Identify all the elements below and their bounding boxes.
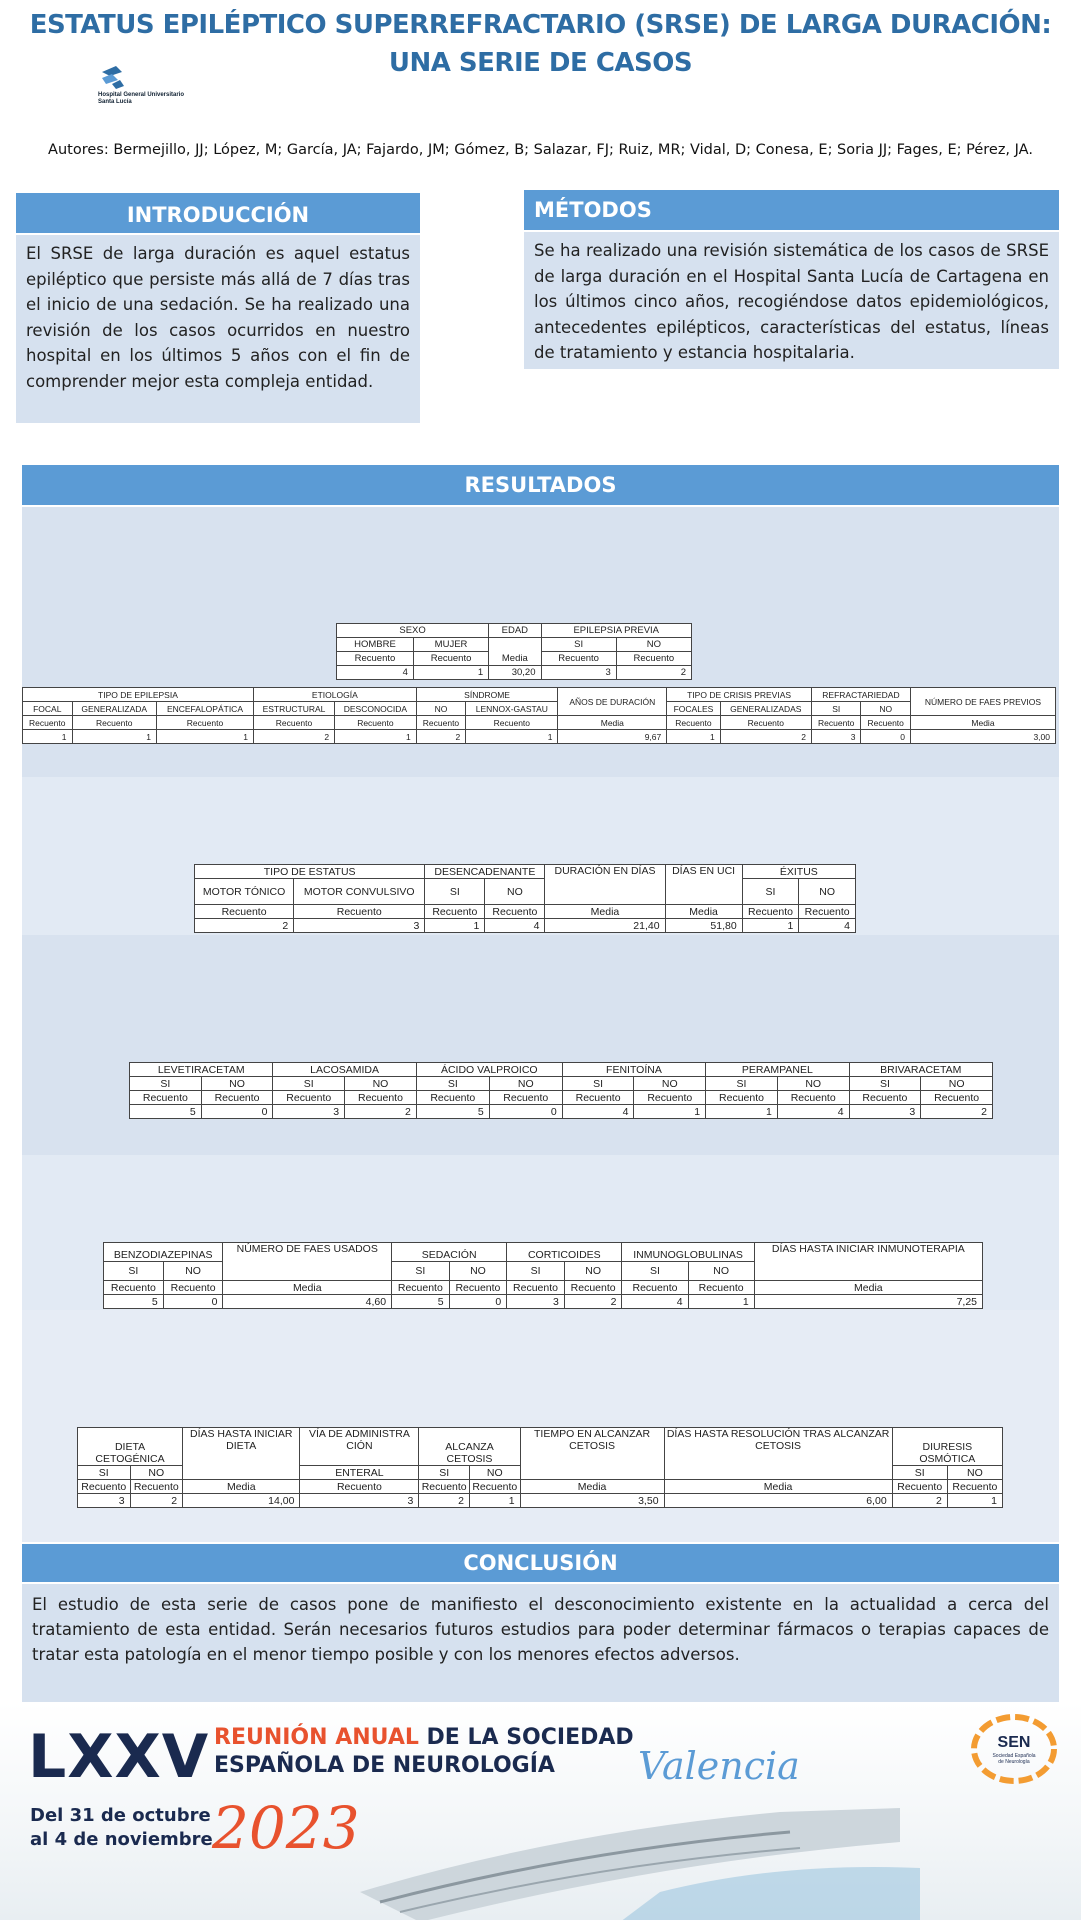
th-no: NO [345,1077,417,1091]
th-dias-resolucion: DÍAS HASTA RESOLUCIÓN TRAS ALCANZAR CETOSIS [664,1428,892,1480]
th-num-faes-usados: NÚMERO DE FAES USADOS [223,1243,392,1281]
logo-line-1: Hospital General Universitario [98,92,185,98]
th-recuento: Recuento [634,1091,706,1105]
th-media: Media [183,1480,300,1494]
th-tipo-crisis: TIPO DE CRISIS PREVIAS [667,688,812,702]
th-anos-duracion: AÑOS DE DURACIÓN [558,688,667,716]
introduccion-text: El SRSE de larga duración es aquel estatus epiléptico que persiste más allá de 7 días tras el inicio de una sedación. Se ha realizado una revisión de los casos ocurridos en nuestro hospital en los últimos 5 años con el fin de comprender mejor esta compleja entidad. [16,235,420,423]
cell-value: 1 [335,730,417,744]
metodos-text: Se ha realizado una revisión sistemática de los casos de SRSE de larga duración en el Hospital Santa Lucía de Cartagena en los últimos cinco años, recogiéndose datos epidemiológicos, antecedentes epilépticos, características del estatus, líneas de tratamiento y estancia hospitalaria. [524,232,1059,369]
th-recuento: Recuento [667,716,720,730]
logo-line-2: Santa Lucía [98,99,132,105]
introduccion-heading: INTRODUCCIÓN [16,193,420,233]
th-recuento: Recuento [425,905,485,919]
th-recuento: Recuento [253,716,334,730]
th-recuento: Recuento [157,716,254,730]
cell-value: 2 [130,1494,183,1508]
cell-value: 5 [416,1105,489,1119]
cell-value: 2 [921,1105,993,1119]
th-no: NO [130,1466,183,1480]
th-sexo: SEXO [337,624,489,638]
th-recuento: Recuento [466,716,558,730]
hospital-logo-text [98,92,184,106]
hospital-logo [98,64,208,106]
title-line-1: ESTATUS EPILÉPTICO SUPERREFRACTARIO (SRSE) DE LARGA DURACIÓN: [29,10,1052,40]
th-no: NO [564,1262,622,1281]
cell-value: 3,50 [520,1494,664,1508]
th-tipo-epilepsia: TIPO DE EPILEPSIA [23,688,254,702]
th-recuento: Recuento [849,1091,921,1105]
cell-value: 2 [419,1494,470,1508]
th-si: SI [78,1466,131,1480]
cell-value: 14,00 [183,1494,300,1508]
th-alcanza-cetosis: ALCANZA CETOSIS [419,1428,520,1466]
th-motor-convulsivo: MOTOR CONVULSIVO [294,879,425,905]
th-drug: FENITOÍNA [562,1063,705,1077]
th-no: NO [449,1262,507,1281]
table-demographics [336,623,692,680]
th-media: Media [223,1281,392,1295]
th-recuento: Recuento [294,905,425,919]
th-si: SI [104,1262,164,1281]
th-si: SI [507,1262,565,1281]
cell-value: 6,00 [664,1494,892,1508]
cell-value: 3 [300,1494,419,1508]
th-no: NO [616,638,691,652]
cell-value: 0 [489,1105,562,1119]
th-si: SI [849,1077,921,1091]
th-recuento: Recuento [335,716,417,730]
th-desencadenante: DESENCADENANTE [425,865,545,879]
th-si: SI [416,1077,489,1091]
th-no: NO [489,1077,562,1091]
th-recuento: Recuento [742,905,799,919]
th-focal: FOCAL [23,702,73,716]
th-recuento: Recuento [921,1091,993,1105]
th-mujer: MUJER [413,638,488,652]
date-line-2: al 4 de noviembre [30,1829,213,1850]
th-drug: ÁCIDO VALPROICO [416,1063,562,1077]
th-recuento: Recuento [413,652,488,666]
th-focales: FOCALES [667,702,720,716]
th-si: SI [622,1262,688,1281]
cell-value: 2 [416,730,466,744]
sen-logo-text: SEN [997,1734,1031,1751]
th-recuento: Recuento [130,1480,183,1494]
table-epilepsy [22,687,1056,744]
conclusion-text: El estudio de esta serie de casos pone de manifiesto el desconocimiento existente en la actualidad a cerca del tratamiento de esta entidad. Serán necesarios futuros estudios para poder determinar fármacos o terapias capaces de tratar esta patología en el menor tiempo posible y con los menores efectos adversos. [22,1584,1059,1702]
th-recuento: Recuento [201,1091,273,1105]
th-tiempo-alcanzar: TIEMPO EN ALCANZAR CETOSIS [520,1428,664,1480]
building-illustration [360,1772,920,1920]
cell-value: 2 [616,666,691,680]
cell-value: 5 [104,1295,164,1309]
th-media: Media [665,905,742,919]
cell-value: 30,20 [489,666,541,680]
congress-dates [30,1804,213,1852]
th-recuento: Recuento [507,1281,565,1295]
th-no: NO [777,1077,849,1091]
th-no: NO [201,1077,273,1091]
cell-value: 2 [564,1295,622,1309]
th-via-admin: VÍA DE ADMINISTRA CIÓN [300,1428,419,1466]
th-recuento: Recuento [688,1281,754,1295]
th-no: NO [469,1466,520,1480]
cell-value: 1 [72,730,157,744]
th-recuento: Recuento [562,1091,634,1105]
cell-value: 0 [201,1105,273,1119]
th-recuento: Recuento [337,652,414,666]
cell-value: 2 [253,730,334,744]
th-recuento: Recuento [541,652,616,666]
cell-value: 1 [157,730,254,744]
th-recuento: Recuento [419,1480,470,1494]
congress-edition: LXXV [28,1722,210,1792]
th-recuento: Recuento [947,1480,1002,1494]
sen-logo-sub1: Sociedad Española [992,1753,1036,1759]
th-media: Media [910,716,1055,730]
cell-value: 0 [163,1295,223,1309]
th-etiologia: ETIOLOGÍA [253,688,416,702]
th-estructural: ESTRUCTURAL [253,702,334,716]
th-recuento: Recuento [130,1091,202,1105]
th-sindrome: SÍNDROME [416,688,558,702]
table-treatments [103,1242,983,1309]
th-epilepsia-previa: EPILEPSIA PREVIA [541,624,692,638]
th-recuento: Recuento [706,1091,778,1105]
congress-name-part1: REUNIÓN ANUAL [214,1725,419,1750]
th-no: NO [485,879,545,905]
th-recuento: Recuento [489,1091,562,1105]
th-media: Media [664,1480,892,1494]
title-line-2: UNA SERIE DE CASOS [388,48,693,78]
th-media: Media [754,1281,982,1295]
cell-value: 21,40 [545,919,665,933]
th-recuento: Recuento [416,716,466,730]
cell-value: 1 [469,1494,520,1508]
th-recuento: Recuento [616,652,691,666]
date-line-1: Del 31 de octubre [30,1805,211,1826]
congress-city: Valencia [638,1744,800,1788]
th-dias-inmuno: DÍAS HASTA INICIAR INMUNOTERAPIA [754,1243,982,1281]
cell-value: 2 [720,730,811,744]
th-drug: LEVETIRACETAM [130,1063,273,1077]
th-enteral: ENTERAL [300,1466,419,1480]
th-exitus: ÉXITUS [742,865,855,879]
th-dias-uci: DÍAS EN UCI [665,865,742,905]
cell-value: 7,25 [754,1295,982,1309]
th-no: NO [688,1262,754,1281]
th-si: SI [392,1262,450,1281]
th-recuento: Recuento [416,1091,489,1105]
th-si: SI [541,638,616,652]
th-recuento: Recuento [23,716,73,730]
table-drugs [129,1062,993,1119]
cell-value: 3 [541,666,616,680]
th-no: NO [861,702,911,716]
th-recuento: Recuento [622,1281,688,1295]
conclusion-heading: CONCLUSIÓN [22,1544,1059,1582]
cell-value: 3 [294,919,425,933]
congress-name-part2: DE LA SOCIEDAD [418,1725,634,1750]
hospital-logo-icon [98,64,132,90]
th-duracion-dias: DURACIÓN EN DÍAS [545,865,665,905]
th-lennox: LENNOX-GASTAU [466,702,558,716]
th-recuento: Recuento [564,1281,622,1295]
table-ketogenic [77,1427,1003,1508]
cell-value: 0 [861,730,911,744]
cell-value: 4,60 [223,1295,392,1309]
th-drug: PERAMPANEL [706,1063,849,1077]
authors: Autores: Bermejillo, JJ; López, M; García, JA; Fajardo, JM; Gómez, B; Salazar, FJ; Ruiz, MR; Vidal, D; Conesa, E; Soria JJ; Fages, E; Pérez, JA. [48,142,1033,158]
sen-logo [970,1714,1058,1784]
th-generalizada: GENERALIZADA [72,702,157,716]
th-num-faes: NÚMERO DE FAES PREVIOS [910,688,1055,716]
th-no: NO [799,879,856,905]
th-dieta-cetogenica: DIETA CETOGÉNICA [78,1428,183,1466]
cell-value: 2 [345,1105,417,1119]
cell-value: 1 [413,666,488,680]
cell-value: 3 [78,1494,131,1508]
th-recuento: Recuento [799,905,856,919]
th-no: NO [634,1077,706,1091]
cell-value: 1 [23,730,73,744]
th-si: SI [273,1077,345,1091]
th-dias-dieta: DÍAS HASTA INICIAR DIETA [183,1428,300,1480]
th-benzodiazepinas: BENZODIAZEPINAS [104,1243,223,1262]
th-recuento: Recuento [449,1281,507,1295]
cell-value: 1 [706,1105,778,1119]
th-si: SI [892,1466,947,1480]
cell-value: 2 [892,1494,947,1508]
th-generalizadas: GENERALIZADAS [720,702,811,716]
th-si: SI [562,1077,634,1091]
th-motor-tonico: MOTOR TÓNICO [195,879,294,905]
th-recuento: Recuento [811,716,861,730]
th-recuento: Recuento [485,905,545,919]
cell-value: 5 [130,1105,202,1119]
cell-value: 4 [485,919,545,933]
cell-value: 51,80 [665,919,742,933]
th-desconocida: DESCONOCIDA [335,702,417,716]
congress-banner [0,1702,1081,1920]
cell-value: 4 [777,1105,849,1119]
th-si: SI [706,1077,778,1091]
th-recuento: Recuento [195,905,294,919]
cell-value: 4 [622,1295,688,1309]
th-drug: LACOSAMIDA [273,1063,416,1077]
cell-value: 3 [849,1105,921,1119]
th-recuento: Recuento [777,1091,849,1105]
sen-logo-sub2: de Neurología [998,1759,1030,1765]
th-si: SI [742,879,799,905]
th-sedacion: SEDACIÓN [392,1243,507,1262]
cell-value: 1 [947,1494,1002,1508]
cell-value: 9,67 [558,730,667,744]
th-tipo-estatus: TIPO DE ESTATUS [195,865,425,879]
th-inmunoglobulinas: INMUNOGLOBULINAS [622,1243,754,1262]
th-recuento: Recuento [392,1281,450,1295]
th-edad: EDAD [489,624,541,638]
cell-value: 3 [811,730,861,744]
resultados-heading: RESULTADOS [22,465,1059,505]
cell-value: 3,00 [910,730,1055,744]
th-drug: BRIVARACETAM [849,1063,992,1077]
th-recuento: Recuento [892,1480,947,1494]
th-recuento: Recuento [104,1281,164,1295]
th-refractariedad: REFRACTARIEDAD [811,688,910,702]
th-no: NO [163,1262,223,1281]
congress-name [214,1724,634,1780]
cell-value: 1 [742,919,799,933]
cell-value: 1 [634,1105,706,1119]
th-recuento: Recuento [861,716,911,730]
cell-value: 2 [195,919,294,933]
th-media: Media [558,716,667,730]
th-hombre: HOMBRE [337,638,414,652]
th-diuresis: DIURESIS OSMÓTICA [892,1428,1002,1466]
cell-value: 1 [688,1295,754,1309]
th-corticoides: CORTICOIDES [507,1243,622,1262]
th-no: NO [947,1466,1002,1480]
cell-value: 4 [562,1105,634,1119]
th-si: SI [811,702,861,716]
th-recuento: Recuento [163,1281,223,1295]
table-status [194,864,856,933]
th-media: Media [545,905,665,919]
th-no: NO [921,1077,993,1091]
th-encefalopatica: ENCEFALOPÁTICA [157,702,254,716]
resultados-band [22,935,1059,1155]
th-si: SI [130,1077,202,1091]
th-recuento: Recuento [72,716,157,730]
cell-value: 5 [392,1295,450,1309]
cell-value: 4 [337,666,414,680]
th-recuento: Recuento [300,1480,419,1494]
th-si: SI [425,879,485,905]
metodos-heading: MÉTODOS [524,190,1059,230]
cell-value: 1 [466,730,558,744]
cell-value: 4 [799,919,856,933]
cell-value: 3 [507,1295,565,1309]
th-media: Media [489,638,541,666]
cell-value: 0 [449,1295,507,1309]
th-si: SI [419,1466,470,1480]
cell-value: 1 [667,730,720,744]
congress-name-line2: ESPAÑOLA DE NEUROLOGÍA [214,1753,555,1778]
congress-year: 2023 [212,1794,360,1862]
th-recuento: Recuento [78,1480,131,1494]
th-media: Media [520,1480,664,1494]
cell-value: 1 [425,919,485,933]
th-recuento: Recuento [469,1480,520,1494]
th-no: NO [416,702,466,716]
th-recuento: Recuento [273,1091,345,1105]
th-recuento: Recuento [720,716,811,730]
cell-value: 3 [273,1105,345,1119]
th-recuento: Recuento [345,1091,417,1105]
